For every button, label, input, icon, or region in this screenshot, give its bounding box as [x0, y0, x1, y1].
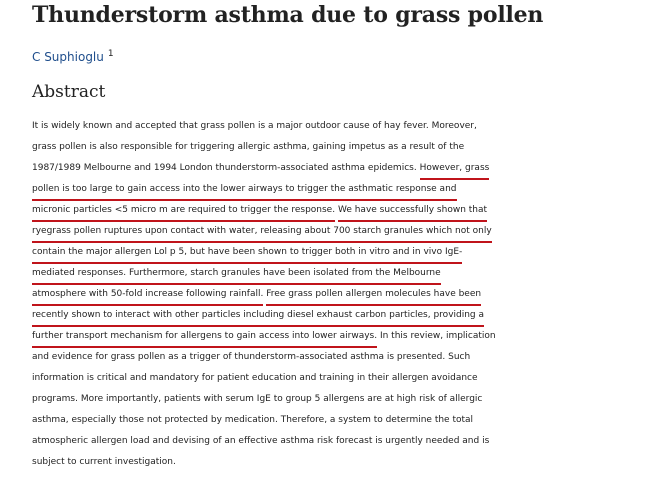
abstract-text: 1987/1989 Melbourne and 1994 London thunderstorm-associated asthma epidemics.	[32, 163, 420, 173]
abstract-text: atmospheric allergen load and devising of an effective asthma risk forecast is urgently needed and is	[32, 436, 490, 446]
abstract-body	[32, 116, 658, 473]
abstract-heading: Abstract	[32, 82, 106, 102]
underlined-text: recently shown to interact with other particles including diesel exhaust carbon particles, providing a	[32, 306, 484, 327]
abstract-line	[32, 263, 658, 284]
underlined-text: Free grass pollen allergen molecules have been	[266, 285, 481, 306]
abstract-text: information is critical and mandatory for patient education and training in their allergen avoidance	[32, 373, 478, 383]
author-link[interactable]: C Suphioglu	[32, 50, 104, 64]
underlined-text: ryegrass pollen ruptures upon contact with water, releasing about 700 starch granules which not only	[32, 222, 492, 243]
abstract-line	[32, 200, 658, 221]
affiliation-mark[interactable]: 1	[107, 49, 114, 59]
abstract-line	[32, 389, 658, 410]
abstract-text: and evidence for grass pollen as a trigger of thunderstorm-associated asthma is presented. Such	[32, 352, 471, 362]
abstract-text: subject to current investigation.	[32, 457, 176, 467]
abstract-line	[32, 305, 658, 326]
abstract-text: grass pollen is also responsible for triggering allergic asthma, gaining impetus as a result of the	[32, 142, 465, 152]
underlined-text: mediated responses. Furthermore, starch granules have been isolated from the Melbourne	[32, 264, 441, 285]
underlined-text: micronic particles <5 micro m are required to trigger the response.	[32, 201, 335, 222]
abstract-text: asthma, especially those not protected by medication. Therefore, a system to determine the total	[32, 415, 474, 425]
underlined-text: further transport mechanism for allergens to gain access into lower airways.	[32, 327, 377, 348]
abstract-line	[32, 116, 658, 137]
author-line	[32, 50, 114, 64]
underlined-text: However, grass	[420, 159, 490, 180]
abstract-line	[32, 347, 658, 368]
underlined-text: atmosphere with 50-fold increase following rainfall.	[32, 285, 263, 306]
paper-title: Thunderstorm asthma due to grass pollen	[32, 2, 544, 28]
abstract-line	[32, 368, 658, 389]
abstract-line	[32, 242, 658, 263]
abstract-line	[32, 410, 658, 431]
underlined-text: pollen is too large to gain access into the lower airways to trigger the asthmatic response and	[32, 180, 457, 201]
abstract-line	[32, 158, 658, 179]
abstract-text: In this review, implication	[377, 331, 496, 341]
abstract-line	[32, 431, 658, 452]
abstract-text: It is widely known and accepted that grass pollen is a major outdoor cause of hay fever. Moreover,	[32, 121, 477, 131]
abstract-line	[32, 284, 658, 305]
underlined-text: contain the major allergen Lol p 5, but have been shown to trigger both in vitro and in vivo IgE-	[32, 243, 462, 264]
abstract-text: programs. More importantly, patients with serum IgE to group 5 allergens are at high risk of allergic	[32, 394, 483, 404]
abstract-line	[32, 221, 658, 242]
underlined-text: We have successfully shown that	[338, 201, 487, 222]
abstract-line	[32, 452, 658, 473]
abstract-line	[32, 179, 658, 200]
abstract-line	[32, 137, 658, 158]
abstract-line	[32, 326, 658, 347]
